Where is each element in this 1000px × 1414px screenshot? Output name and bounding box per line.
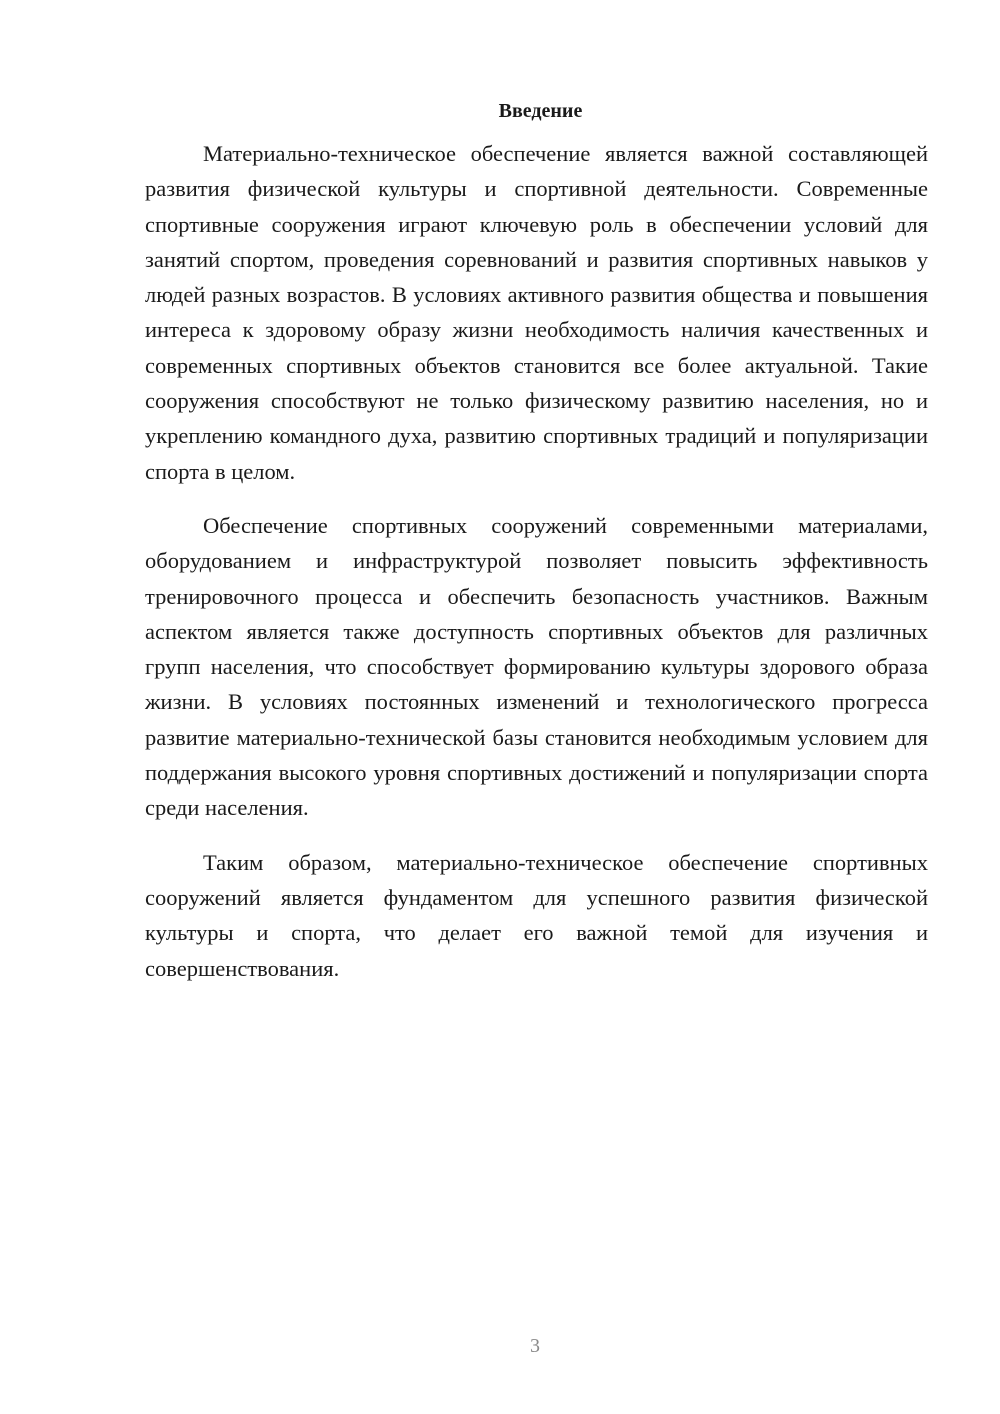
page-number: 3	[530, 1335, 540, 1357]
document-body	[145, 96, 928, 1005]
paragraph-3: Таким образом, материально-техническое обеспечение спортивных сооружений является фундаментом для успешного развития физической культуры и спорта, что делает его важной темой для изучения и совершенствования.	[145, 849, 928, 981]
paragraph-1: Материально-техническое обеспечение является важной составляющей развития физической культуры и спортивной деятельности. Современные спортивные сооружения играют ключевую роль в обеспечении условий для занятий спортом, проведения соревнований и развития спортивных навыков у людей разных возрастов. В условиях активного развития общества и повышения интереса к здоровому образу жизни необходимость наличия качественных и современных спортивных объектов становится все более актуальной. Такие сооружения способствуют не только физическому развитию населения, но и укреплению командного духа, развитию спортивных традиций и популяризации спорта в целом.	[145, 141, 928, 484]
paragraph-2: Обеспечение спортивных сооружений современными материалами, оборудованием и инфраструктурой позволяет повысить эффективность тренировочного процесса и обеспечить безопасность участников. Важным аспектом является также доступность спортивных объектов для различных групп населения, что способствует формированию культуры здорового образа жизни. В условиях постоянных изменений и технологического прогресса развитие материально-технической базы становится необходимым условием для поддержания высокого уровня спортивных достижений и популяризации спорта среди населения.	[145, 512, 928, 821]
section-title: Введение	[498, 100, 583, 122]
